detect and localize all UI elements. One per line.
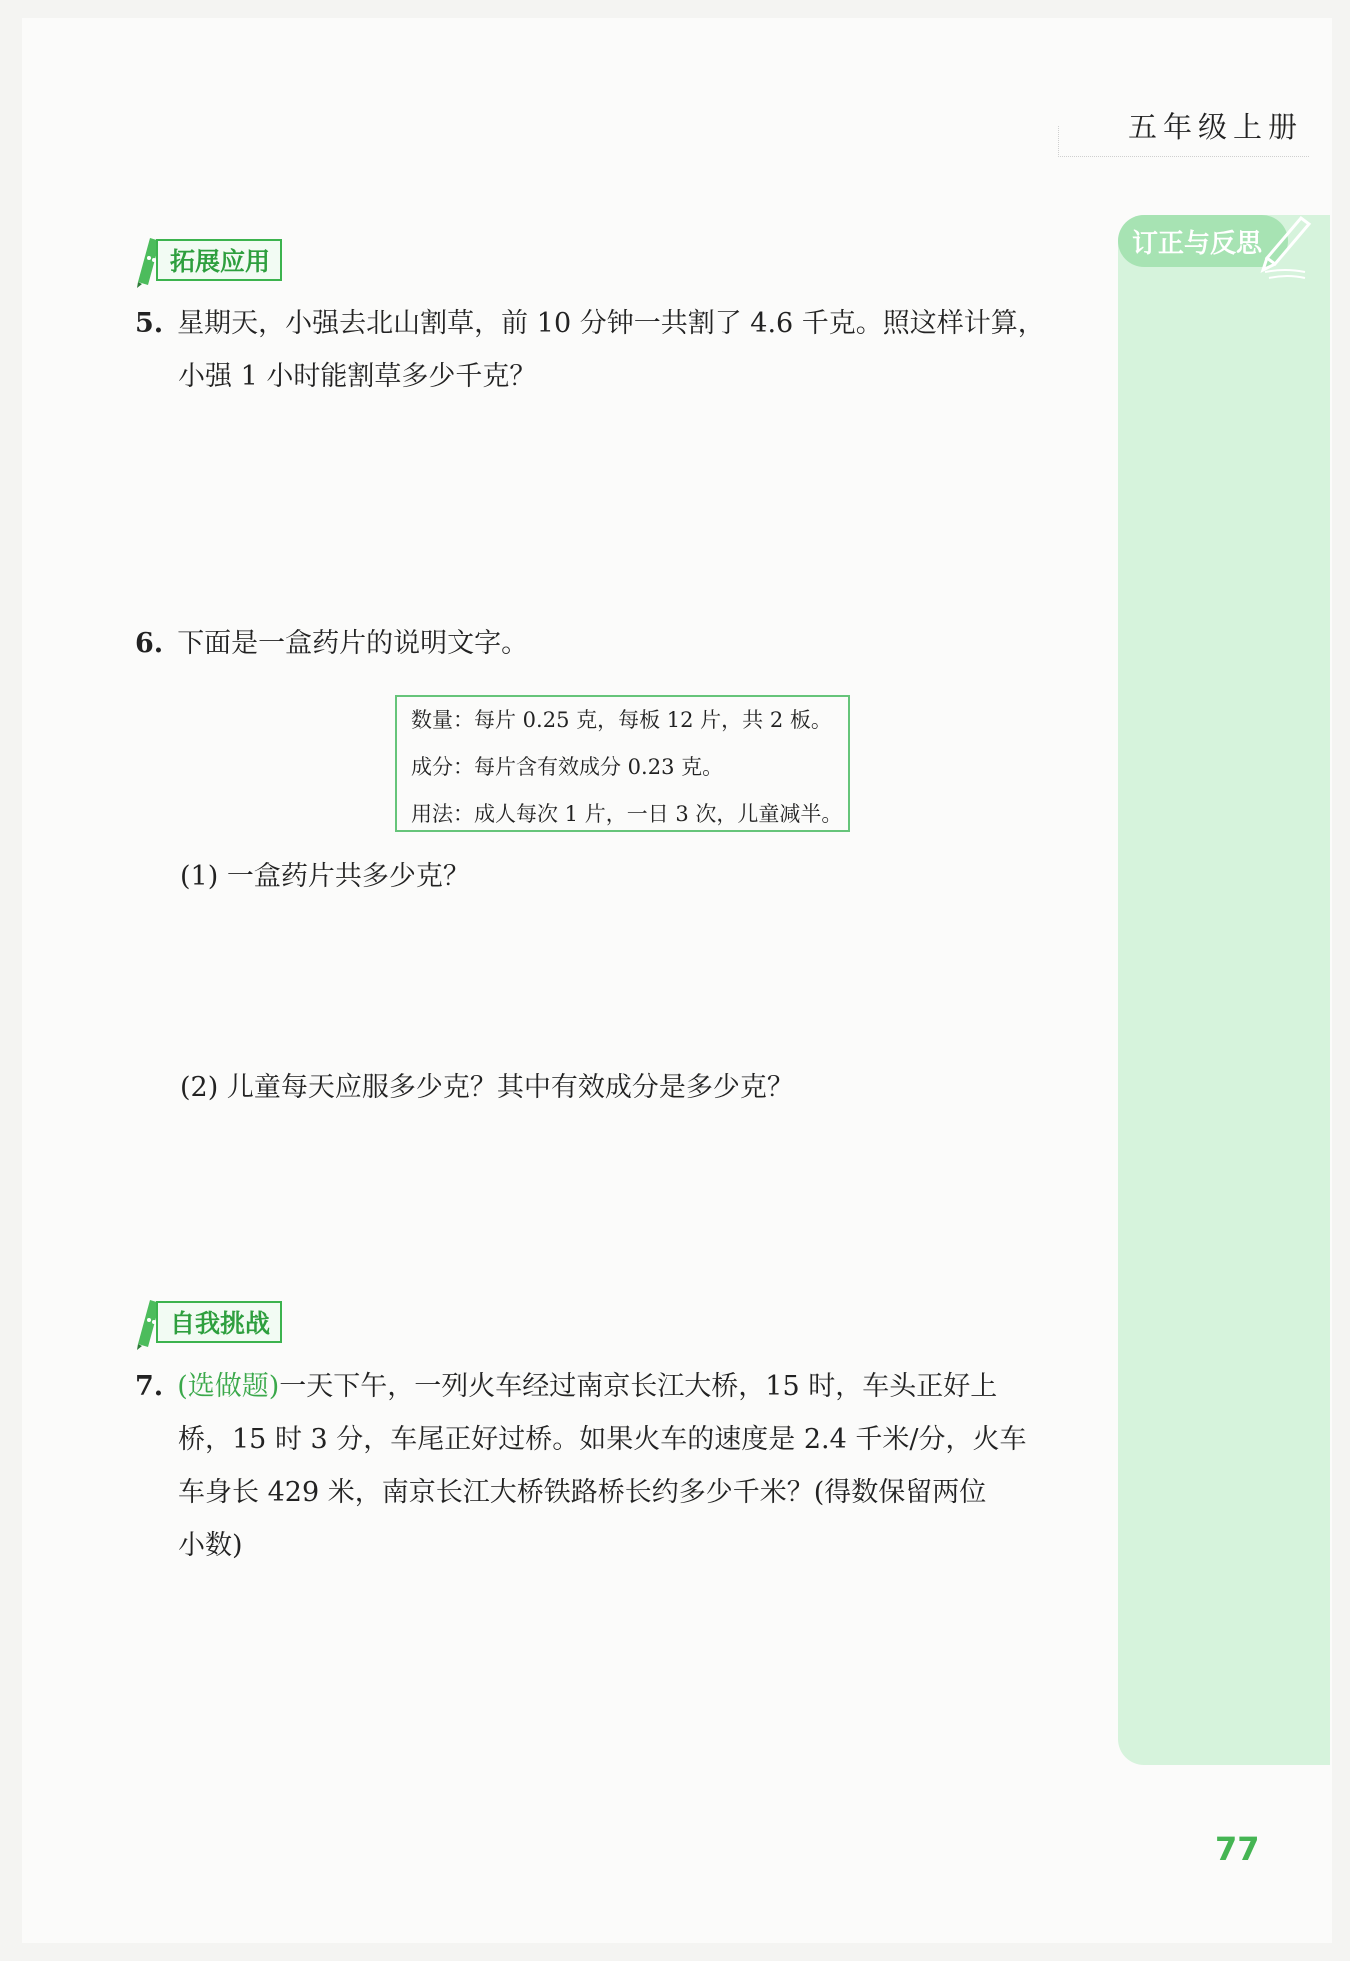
info-ingredient: 成分：每片含有效成分 0.23 克。	[411, 755, 724, 779]
question-6-part-1: (1) 一盒药片共多少克？	[180, 861, 470, 892]
question-7-line-1: 一天下午，一列火车经过南京长江大桥，15 时，车头正好上	[279, 1371, 998, 1402]
page-number: 77	[1215, 1830, 1260, 1868]
question-5-line-2: 小强 1 小时能割草多少千克？	[178, 361, 537, 392]
question-5	[135, 297, 1075, 403]
section-extension-label: 拓展应用	[156, 239, 282, 281]
question-7-line-3: 车身长 429 米，南京长江大桥铁路桥长约多少千米？(得数保留两位	[178, 1477, 987, 1508]
optional-tag: (选做题)	[177, 1371, 280, 1402]
info-quantity: 数量：每片 0.25 克，每板 12 片，共 2 板。	[411, 708, 832, 732]
question-6-part-2: (2) 儿童每天应服多少克？其中有效成分是多少克？	[180, 1072, 794, 1103]
question-6-text: 下面是一盒药片的说明文字。	[177, 628, 529, 659]
question-7-line-4: 小数)	[178, 1530, 243, 1561]
grade-label: 五年级上册	[1128, 110, 1304, 144]
question-7-line-2: 桥，15 时 3 分，车尾正好过桥。如果火车的速度是 2.4 千米/分，火车	[178, 1424, 1027, 1455]
question-6	[135, 617, 1075, 670]
pen-icon	[1255, 210, 1315, 280]
question-7-number: 7.	[135, 1371, 164, 1402]
section-challenge-label: 自我挑战	[156, 1301, 282, 1343]
question-6-number: 6.	[135, 628, 164, 659]
section-challenge	[130, 1302, 282, 1342]
correction-tab-label: 订正与反思	[1132, 229, 1263, 259]
section-extension	[130, 240, 282, 280]
correction-panel	[1118, 215, 1330, 1765]
question-5-number: 5.	[135, 308, 164, 339]
question-7	[135, 1360, 1075, 1572]
question-5-line-1: 星期天，小强去北山割草，前 10 分钟一共割了 4.6 千克。照这样计算，	[177, 308, 1045, 339]
medicine-info-box	[395, 695, 850, 832]
info-usage: 用法：成人每次 1 片，一日 3 次，儿童减半。	[411, 802, 843, 826]
